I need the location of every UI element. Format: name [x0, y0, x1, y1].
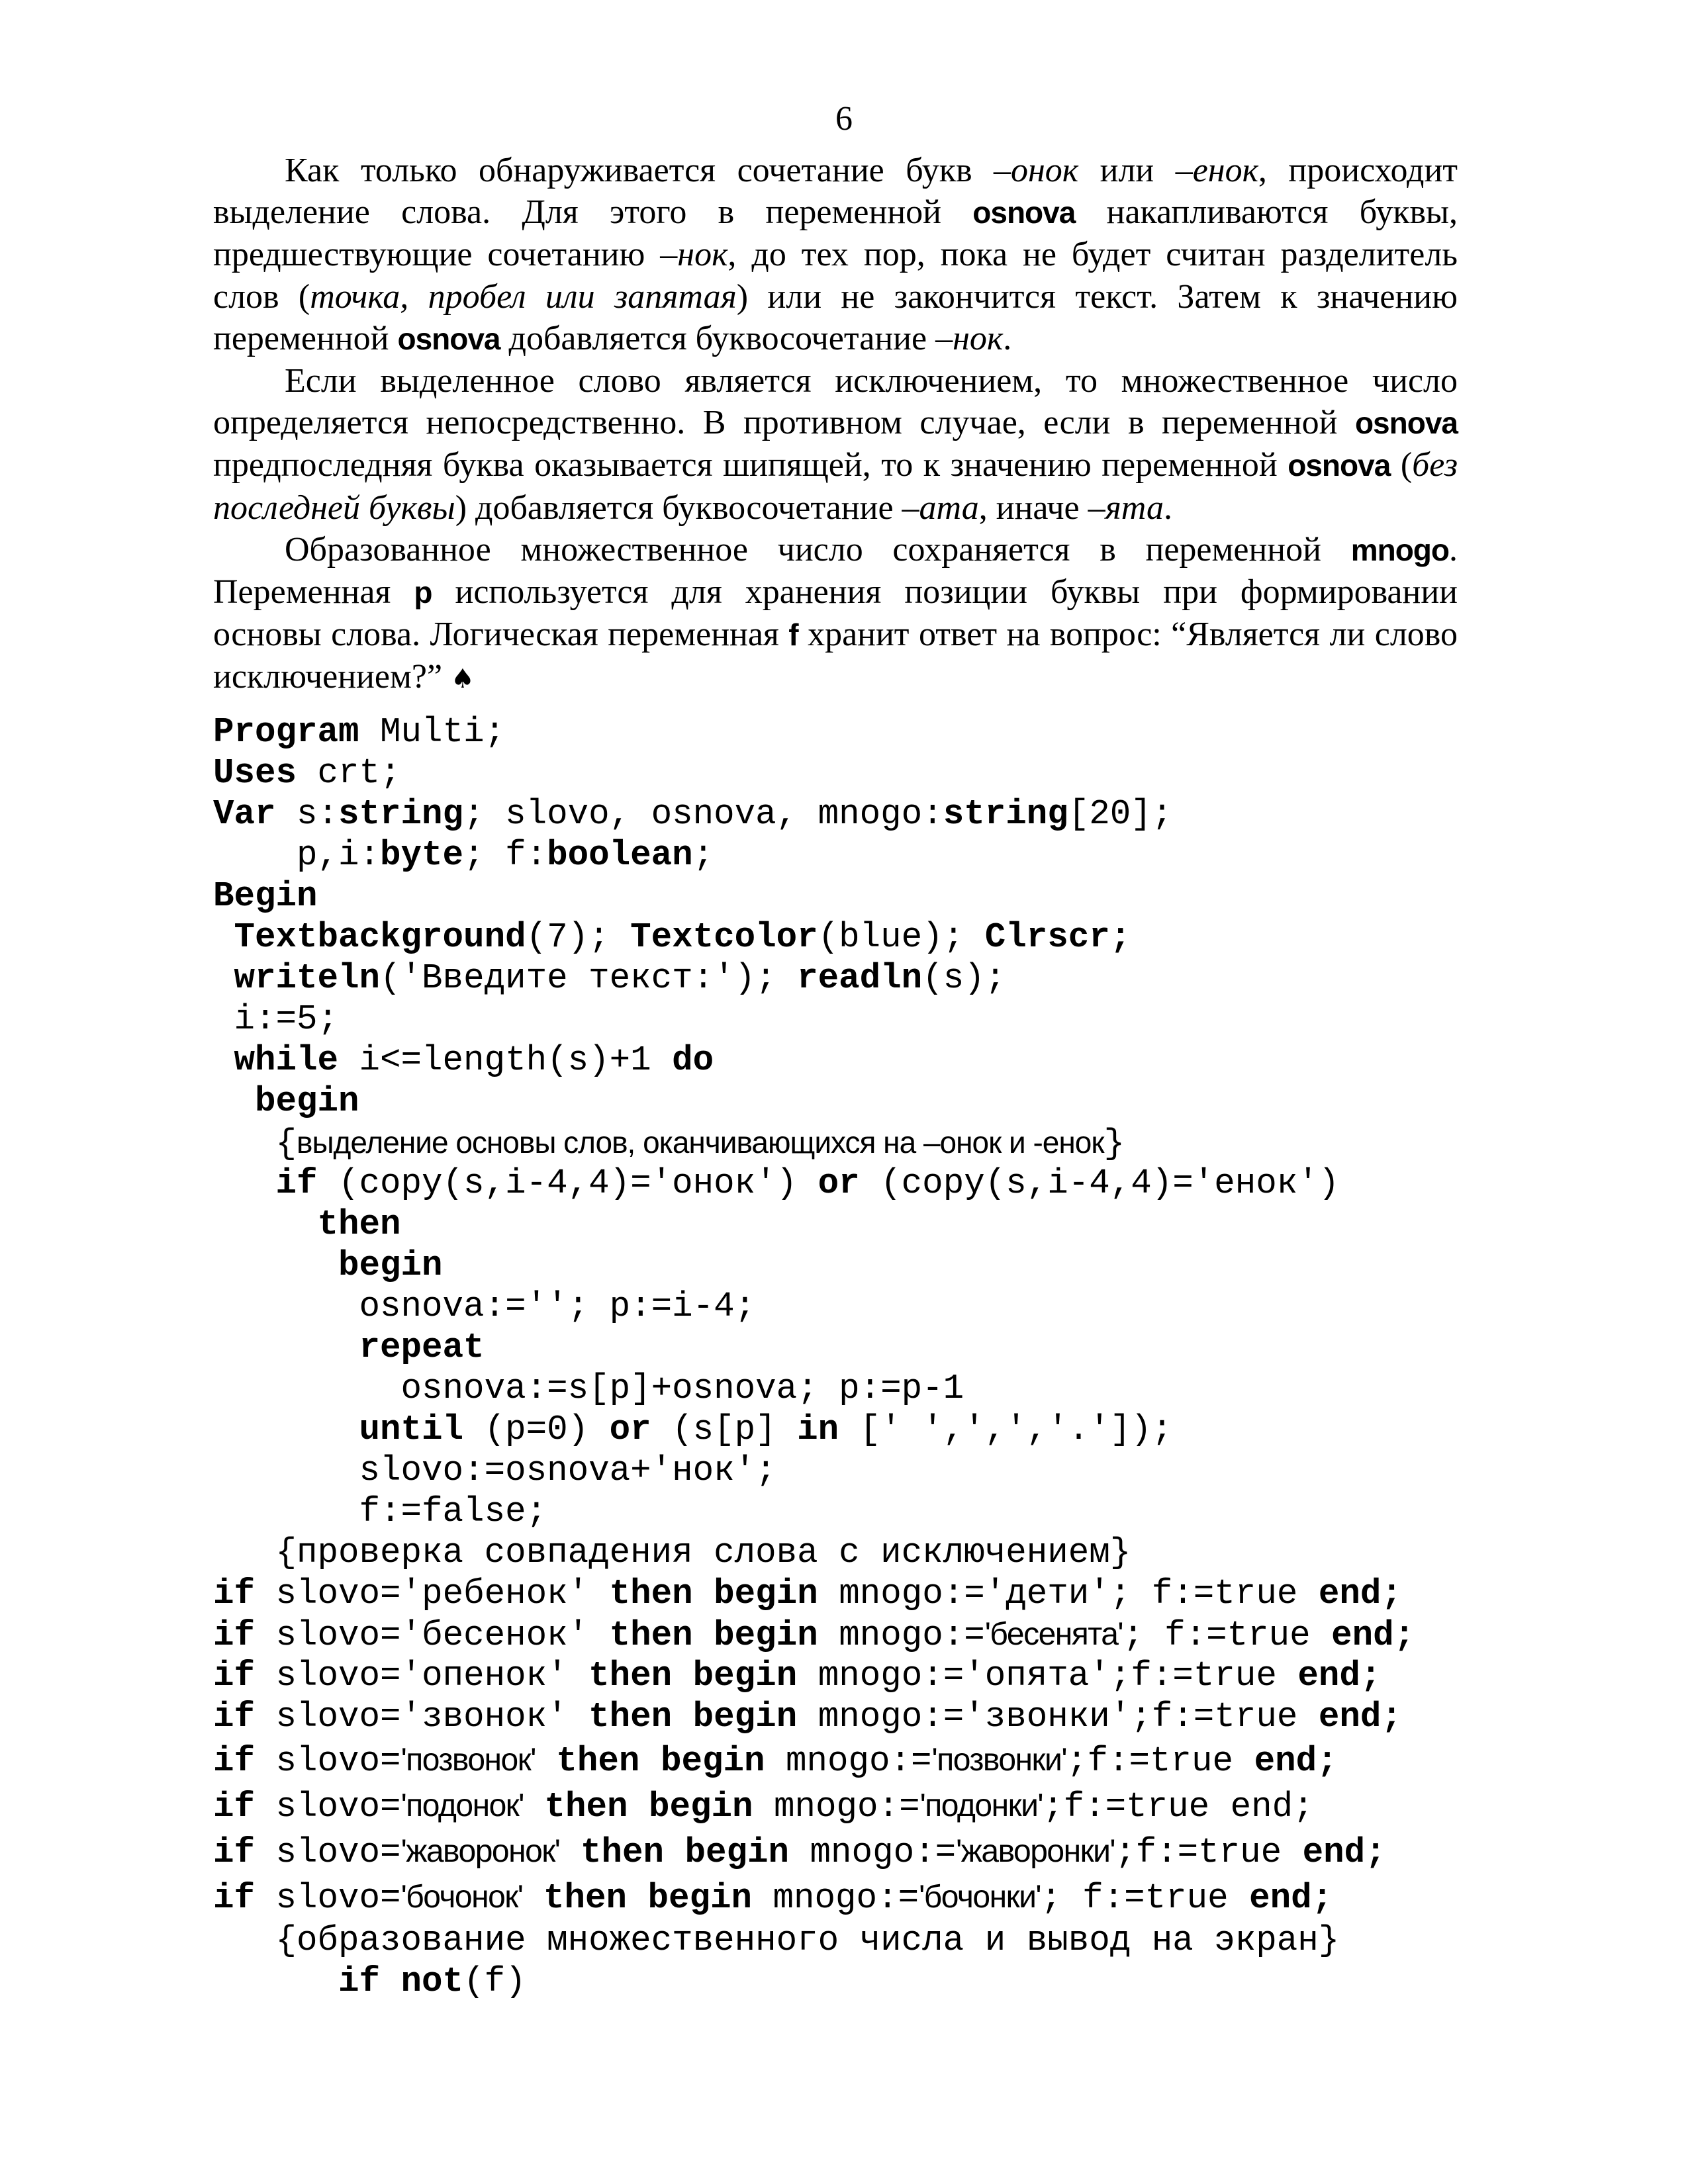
- text: , до тех пор, пока не будет считан разделитель слов (: [213, 236, 1458, 316]
- code-text: ; slovo, osnova, mnogo:: [463, 794, 943, 834]
- paragraph-3: [213, 529, 1458, 701]
- code-text: ; f:=true: [1109, 1574, 1319, 1614]
- code-line: [213, 1081, 1570, 1122]
- code-text: 'бесенок': [400, 1615, 589, 1655]
- code-text: {: [213, 1124, 297, 1163]
- code-text: mnogo:=: [818, 1574, 985, 1614]
- keyword: if: [213, 1741, 256, 1781]
- keyword: or: [818, 1163, 860, 1203]
- code-text: crt;: [297, 753, 401, 793]
- keyword: writeln: [213, 958, 381, 998]
- code-text: mnogo:=: [752, 1878, 919, 1918]
- keyword: begin: [647, 1878, 753, 1918]
- code-text: mnogo:=: [818, 1615, 985, 1655]
- code-text: mnogo:=: [797, 1656, 964, 1696]
- text: предпоследняя буква оказывается шипящей, то к значению переменной: [213, 446, 1288, 484]
- code-line: [213, 1532, 1570, 1573]
- code-text: 'жаворонок': [400, 1834, 560, 1869]
- code-line: [213, 752, 1570, 794]
- text: ) или не закончится текст. Затем к значению переменной: [213, 277, 1458, 357]
- code-text: Multi;: [359, 712, 506, 752]
- code-line: [213, 1409, 1570, 1450]
- keyword: end;: [1318, 1697, 1402, 1737]
- code-text: (s[p]: [651, 1410, 798, 1449]
- text: добавляется буквосочетание: [500, 319, 936, 357]
- code-line: [213, 999, 1570, 1040]
- keyword: if: [213, 1615, 256, 1655]
- variable-name: osnova: [972, 195, 1076, 230]
- code-line: [213, 1450, 1570, 1491]
- italic-suffix: –ята: [1088, 488, 1164, 527]
- variable-name: p: [414, 575, 432, 610]
- code-line: [213, 794, 1570, 835]
- keyword: string: [943, 794, 1068, 834]
- code-text: (copy(s,i-4,4)='енок'): [859, 1163, 1340, 1203]
- keyword: Var: [213, 794, 276, 834]
- code-line: [213, 1920, 1570, 1961]
- code-text: (7);: [526, 917, 631, 957]
- code-line: [213, 1245, 1570, 1286]
- keyword: Clrscr;: [984, 917, 1131, 957]
- exception-line: [213, 1655, 1570, 1696]
- keyword: then: [213, 1205, 401, 1244]
- code-text: 'звонки': [964, 1697, 1131, 1737]
- keyword: end;: [1331, 1615, 1415, 1655]
- variable-name: f: [788, 617, 798, 653]
- code-line: [213, 1040, 1570, 1081]
- exception-line: [213, 1874, 1570, 1920]
- keyword: begin: [213, 1246, 443, 1285]
- code-line: [213, 835, 1570, 876]
- code-text: 'бочонок': [400, 1880, 523, 1915]
- text: , происходит выделение слова. Для этого в переменной: [213, 152, 1458, 232]
- code-text: ;f:=true: [1115, 1833, 1303, 1872]
- code-line: [213, 1286, 1570, 1327]
- code-text: (f): [463, 1962, 526, 2001]
- code-text: ; f:=true: [1041, 1878, 1250, 1918]
- code-line: [213, 1327, 1570, 1368]
- keyword: end;: [1297, 1656, 1382, 1696]
- paragraph-1: [213, 150, 1458, 360]
- keyword: then: [544, 1787, 628, 1827]
- keyword: begin: [692, 1697, 798, 1737]
- italic-text: без последней буквы: [213, 446, 1458, 527]
- comment-text: {образование множественного числа и вывод на экран}: [213, 1921, 1340, 1960]
- exception-line: [213, 1573, 1570, 1614]
- code-line: [213, 1122, 1570, 1163]
- keyword: end;: [1302, 1833, 1386, 1872]
- code-text: osnova:=s[p]+osnova; p:=p-1: [213, 1369, 964, 1408]
- code-text: 'жаворонки': [956, 1834, 1115, 1869]
- comment-text: выделение основы слов, оканчивающихся на –онок и -енок: [297, 1125, 1104, 1160]
- code-text: slovo=: [255, 1833, 401, 1872]
- code-text: slovo=: [255, 1878, 401, 1918]
- code-text: slovo=: [255, 1697, 401, 1737]
- code-text: f:=false;: [213, 1492, 547, 1531]
- code-text: i<=length(s)+1: [338, 1040, 673, 1080]
- code-line: [213, 917, 1570, 958]
- code-text: (p=0): [463, 1410, 610, 1449]
- text: используется для хранения позиции буквы при формировании основы слова. Логическая переменная: [213, 573, 1458, 654]
- code-text: 'ребенок': [400, 1574, 589, 1614]
- keyword: until: [213, 1410, 464, 1449]
- code-text: [20];: [1068, 794, 1173, 834]
- keyword: then: [609, 1574, 693, 1614]
- text: .: [1003, 319, 1012, 357]
- keyword: do: [672, 1040, 714, 1080]
- code-text: ;: [692, 835, 714, 875]
- keyword: if: [213, 1574, 256, 1614]
- italic-suffix: –онок: [994, 152, 1079, 189]
- keyword: or: [609, 1410, 651, 1449]
- code-text: 'бочонки': [919, 1880, 1041, 1915]
- code-line: [213, 1491, 1570, 1532]
- code-text: mnogo:=: [753, 1787, 920, 1827]
- code-text: 'позвонки': [931, 1743, 1067, 1778]
- code-text: 'звонок': [400, 1697, 568, 1737]
- keyword: while: [213, 1040, 339, 1080]
- text: хранит ответ на вопрос: “Является ли слово исключением?”: [213, 615, 1458, 696]
- paragraph-2: [213, 360, 1458, 529]
- code-text: 'дети': [984, 1574, 1110, 1614]
- keyword: if: [213, 1656, 256, 1696]
- keyword: repeat: [213, 1328, 485, 1367]
- code-text: [' ',',','.']);: [839, 1410, 1173, 1449]
- keyword: if: [213, 1163, 318, 1203]
- code-text: ;f:=true: [1131, 1697, 1319, 1737]
- keyword: end;: [1249, 1878, 1333, 1918]
- text: Если выделенное слово является исключением, то множественное число определяется непосредственно. В противном случае, если в переменной: [213, 362, 1458, 442]
- variable-name: mnogo: [1350, 532, 1449, 567]
- code-text: ; f:: [463, 835, 547, 875]
- keyword: Textbackground: [213, 917, 526, 957]
- code-line: [213, 876, 1570, 917]
- text: ) добавляется буквосочетание: [455, 488, 902, 527]
- code-text: 'подонок': [400, 1788, 524, 1823]
- keyword: begin: [714, 1615, 818, 1655]
- italic-suffix: –ата: [902, 488, 979, 527]
- code-text: 'опенок': [400, 1656, 568, 1696]
- exception-line: [213, 1614, 1570, 1655]
- code-line: [213, 1163, 1570, 1204]
- keyword: end;: [1254, 1741, 1338, 1781]
- code-text: ;f:=true: [1109, 1656, 1298, 1696]
- keyword: then: [556, 1741, 640, 1781]
- keyword: begin: [660, 1741, 765, 1781]
- keyword: if: [213, 1697, 256, 1737]
- code-text: slovo=: [255, 1574, 401, 1614]
- code-text: s:: [275, 794, 339, 834]
- keyword: begin: [213, 1081, 359, 1121]
- code-text: mnogo:=: [797, 1697, 964, 1737]
- code-text: mnogo:=: [789, 1833, 957, 1872]
- code-text: (copy(s,i-4,4)='онок'): [317, 1163, 818, 1203]
- code-text: osnova:=''; p:=i-4;: [213, 1287, 756, 1326]
- italic-suffix: –нок: [935, 319, 1004, 357]
- keyword: Uses: [213, 753, 297, 793]
- code-text: (s);: [922, 958, 1006, 998]
- spade-icon: ♠: [451, 664, 475, 695]
- keyword: then: [588, 1656, 673, 1696]
- keyword: string: [338, 794, 464, 834]
- keyword: readln: [797, 958, 923, 998]
- code-text: ('Введите текст:');: [380, 958, 798, 998]
- comment-text: {проверка совпадения слова с исключением}: [213, 1533, 1131, 1572]
- exception-line: [213, 1783, 1570, 1829]
- code-line: [213, 1368, 1570, 1409]
- code-text: ;f:=true: [1066, 1741, 1254, 1781]
- keyword: Textcolor: [630, 917, 818, 957]
- code-text: mnogo:=: [765, 1741, 932, 1781]
- code-line: [213, 1961, 1570, 2002]
- keyword: byte: [380, 835, 464, 875]
- text: . Переменная: [213, 530, 1458, 612]
- text: (: [1390, 446, 1413, 484]
- code-listing: [213, 711, 1570, 2002]
- keyword: begin: [649, 1787, 753, 1827]
- exception-line: [213, 1696, 1570, 1737]
- exception-line: [213, 1737, 1570, 1783]
- code-text: 'подонки': [919, 1788, 1043, 1823]
- keyword: if: [213, 1833, 256, 1872]
- code-line: [213, 1204, 1570, 1245]
- keyword: if not: [213, 1962, 464, 2001]
- text: Образованное множественное число сохраняется в переменной: [285, 530, 1351, 569]
- keyword: then: [580, 1833, 664, 1872]
- code-line: [213, 711, 1570, 752]
- keyword: if: [213, 1878, 256, 1918]
- code-text: (blue);: [818, 917, 985, 957]
- text: .: [1163, 488, 1172, 527]
- code-text: i:=5;: [213, 999, 339, 1039]
- keyword: end;: [1318, 1574, 1402, 1614]
- code-text: slovo=: [255, 1741, 401, 1781]
- keyword: begin: [684, 1833, 790, 1872]
- text: , иначе: [978, 488, 1088, 527]
- text: накапливаются буквы, предшествующие сочетанию: [213, 193, 1458, 274]
- keyword: begin: [692, 1656, 798, 1696]
- code-text: slovo=: [255, 1615, 401, 1655]
- italic-suffix: –нок: [660, 236, 728, 274]
- prose-section: [213, 150, 1458, 701]
- italic-suffix: –енок: [1175, 152, 1258, 189]
- code-text: p,i:: [213, 835, 381, 875]
- text: или: [1078, 152, 1176, 189]
- italic-text: точка, пробел или запятая: [310, 277, 737, 316]
- code-text: }: [1103, 1124, 1125, 1163]
- code-line: [213, 958, 1570, 999]
- keyword: then: [543, 1878, 627, 1918]
- keyword: Program: [213, 712, 359, 752]
- keyword: then: [588, 1697, 673, 1737]
- code-text: slovo=: [255, 1656, 401, 1696]
- variable-name: osnova: [397, 321, 500, 356]
- keyword: boolean: [547, 835, 693, 875]
- variable-name: osnova: [1354, 406, 1458, 441]
- page-number: 6: [835, 100, 853, 138]
- code-text: ; f:=true: [1123, 1615, 1332, 1655]
- code-text: slovo:=osnova+'нок';: [213, 1451, 776, 1490]
- keyword: Begin: [213, 876, 318, 916]
- text: Как только обнаруживается сочетание букв: [285, 152, 994, 189]
- exception-line: [213, 1829, 1570, 1874]
- code-text: ;f:=true end;: [1043, 1787, 1314, 1827]
- code-text: 'бесенята': [984, 1617, 1123, 1652]
- keyword: begin: [714, 1574, 818, 1614]
- keyword: if: [213, 1787, 256, 1827]
- keyword: in: [797, 1410, 839, 1449]
- variable-name: osnova: [1288, 448, 1391, 483]
- keyword: then: [609, 1615, 693, 1655]
- code-text: slovo=: [255, 1787, 401, 1827]
- code-text: 'позвонок': [400, 1743, 536, 1778]
- code-text: 'опята': [964, 1656, 1110, 1696]
